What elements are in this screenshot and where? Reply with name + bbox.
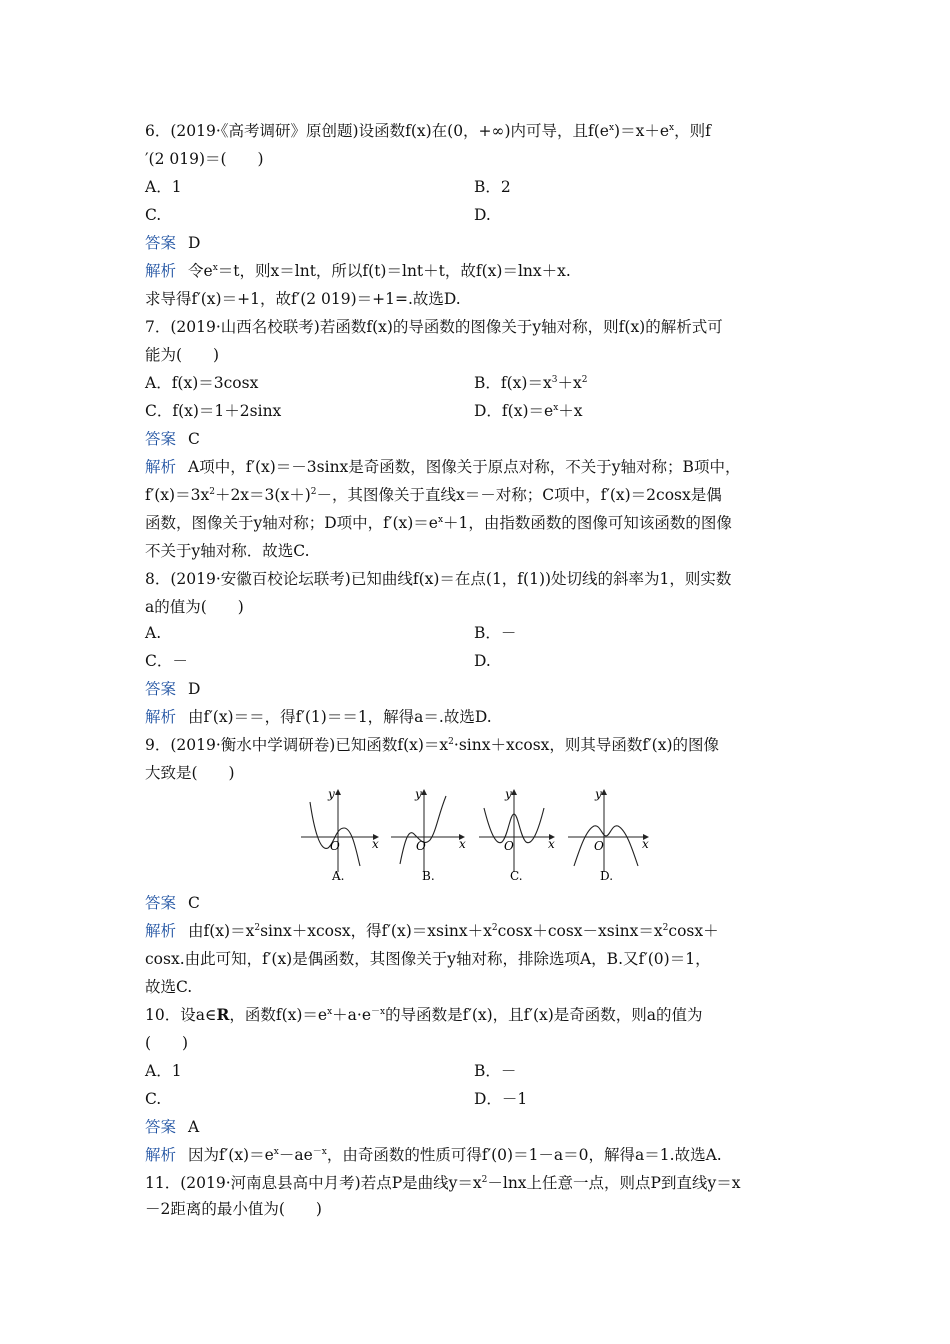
q6-analysis-line2: 求导得f′(x)＝+1，故f′(2 019)＝+1=.故选D.: [145, 290, 461, 308]
origin-label: O: [330, 839, 340, 853]
q10-option-c: C.: [145, 1090, 162, 1108]
q8-option-b: B．－: [474, 624, 517, 642]
graph-label-a: A.: [332, 869, 345, 883]
q6-stem-line2: ′(2 019)＝( ): [145, 150, 264, 168]
y-axis-label: y: [595, 787, 602, 801]
answer-tag: 答案: [145, 680, 177, 698]
q9-stem-line2: 大致是( ): [145, 764, 235, 782]
q10-option-d: D．－1: [474, 1090, 528, 1108]
origin-label: O: [416, 839, 426, 853]
x-axis-label: x: [642, 837, 649, 851]
answer-tag: 答案: [145, 430, 177, 448]
q7-analysis-line2: $f'(x)=3x^2+2x=3(x+)^2-$，其图像关于直线x＝－对称；C项中，f′(x)＝2cosx是偶: [145, 486, 722, 504]
q9-analysis-line1: 解析 由$f(x)=x^2\sin x+xcosx$，得$f'(x)=xsinx+x^2\cos x+\cos x-xsinx=x^2\cos x+$: [145, 922, 719, 940]
q9-graph-options-figure: [296, 784, 658, 884]
graph-c: [479, 787, 555, 883]
x-axis-label: x: [548, 837, 555, 851]
analysis-tag: 解析: [145, 458, 177, 476]
y-axis-label: y: [505, 787, 512, 801]
analysis-tag: 解析: [145, 922, 177, 940]
q7-option-c: C．f(x)＝1＋2sinx: [145, 402, 282, 420]
q7-stem-line1: 7．(2019·山西名校联考)若函数f(x)的导函数的图像关于y轴对称，则f(x)的解析式可: [145, 318, 723, 336]
analysis-tag: 解析: [145, 262, 177, 280]
q10-stem-line2: ( ): [145, 1034, 189, 1052]
q10-analysis-line1: 解析 因为$f'(x)=e^x-ae^{-x}$，由奇函数的性质可得f′(0)＝1－a＝0，解得a＝1.故选A.: [145, 1146, 722, 1164]
q8-stem-line1: 8．(2019·安徽百校论坛联考)已知曲线f(x)＝在点(1，f(1))处切线的斜率为1，则实数: [145, 570, 732, 588]
q6-option-c: C.: [145, 206, 162, 224]
q11-stem-line2: －2距离的最小值为( ): [145, 1200, 322, 1218]
q10-option-a: A．1: [145, 1062, 182, 1080]
q9-stem-line1: 9．(2019·衡水中学调研卷)已知函数$f(x)=x^2\cdot\sin x+xcosx$，则其导函数f′(x)的图像: [145, 736, 719, 754]
y-axis-label: y: [415, 787, 422, 801]
q7-analysis-line3: 函数，图像关于y轴对称；D项中，$f'(x)=e^x+1$，由指数函数的图像可知该函数的图像: [145, 514, 732, 532]
q10-answer: 答案 A: [145, 1118, 200, 1136]
analysis-tag: 解析: [145, 708, 177, 726]
q10-stem-line1: 10．设a∈R，函数$f(x)=e^x+a\cdot e^{-x}$的导函数是f′(x)，且f′(x)是奇函数，则a的值为: [145, 1005, 703, 1024]
graph-a: [301, 787, 379, 883]
q6-answer: 答案 D: [145, 234, 201, 252]
q6-stem-line1: 6．(2019·《高考调研》原创题)设函数f(x)在(0，+∞)内可导，且$f(e^x)=x+e^x$，则f: [145, 122, 711, 140]
q7-analysis-line4: 不关于y轴对称．故选C.: [145, 542, 310, 560]
graph-b: [391, 787, 466, 883]
graph-label-b: B.: [422, 869, 435, 883]
q9-analysis-line3: 故选C.: [145, 978, 193, 996]
q7-analysis-line1: 解析 A项中，f′(x)＝－3sinx是奇函数，图像关于原点对称，不关于y轴对称；B项中，: [145, 458, 741, 476]
origin-label: O: [504, 839, 514, 853]
q8-analysis-line1: 解析 由f′(x)＝＝，得f′(1)＝＝1，解得a＝.故选D.: [145, 708, 492, 726]
q6-option-d: D.: [474, 206, 491, 224]
graph-label-c: C.: [510, 869, 523, 883]
q6-analysis-line1: 解析 令$e^x=t$，则x＝lnt，所以f(t)＝lnt＋t，故f(x)＝lnx＋x.: [145, 262, 571, 280]
q11-stem-line1: 11．(2019·河南息县高中月考)若点P是曲线$y=x^2-\ln x$上任意一点，则点P到直线y＝x: [145, 1174, 741, 1192]
q9-answer: 答案 C: [145, 894, 200, 912]
q7-stem-line2: 能为( ): [145, 346, 220, 364]
q7-option-b: B．$f(x)=x^3+x^2$: [474, 374, 588, 392]
q7-option-a: A．f(x)＝3cosx: [145, 374, 259, 392]
q9-analysis-line2: cosx.由此可知，f′(x)是偶函数，其图像关于y轴对称，排除选项A，B.又f′(0)＝1，: [145, 950, 711, 968]
q8-answer: 答案 D: [145, 680, 201, 698]
graph-d: [568, 787, 649, 883]
q8-option-d: D.: [474, 652, 491, 670]
q7-option-d: D．$f(x)=e^x+x$: [474, 402, 583, 420]
q8-stem-line2: a的值为( ): [145, 598, 244, 616]
graph-label-d: D.: [600, 869, 614, 883]
q8-option-c: C．－: [145, 652, 188, 670]
y-axis-label: y: [328, 787, 335, 801]
x-axis-label: x: [372, 837, 379, 851]
answer-tag: 答案: [145, 894, 177, 912]
answer-tag: 答案: [145, 1118, 177, 1136]
origin-label: O: [594, 839, 604, 853]
answer-tag: 答案: [145, 234, 177, 252]
x-axis-label: x: [459, 837, 466, 851]
q7-answer: 答案 C: [145, 430, 200, 448]
analysis-tag: 解析: [145, 1146, 177, 1164]
q6-option-b: B．2: [474, 178, 511, 196]
q8-option-a: A.: [145, 624, 162, 642]
q10-option-b: B．－: [474, 1062, 517, 1080]
q6-option-a: A．1: [145, 178, 182, 196]
